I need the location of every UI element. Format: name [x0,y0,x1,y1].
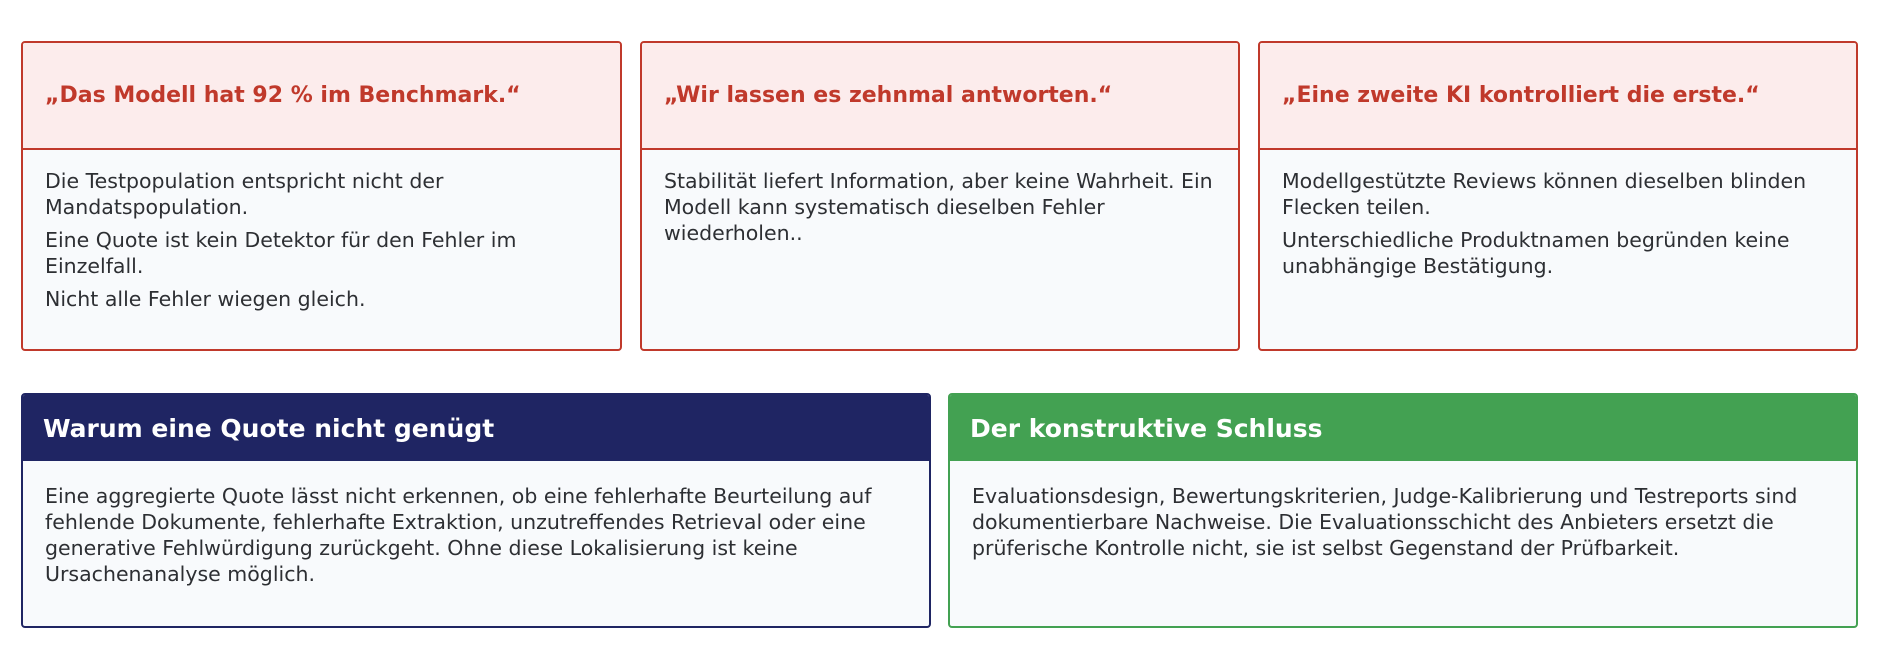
myth-card-benchmark [21,41,622,351]
why-quota-body [23,461,929,587]
myth-point: Eine Quote ist kein Detektor für den Fehler im Einzelfall. [45,228,517,278]
myth-point: Die Testpopulation entspricht nicht der Mandatspopulation. [45,169,444,219]
conclusion-body [950,461,1856,561]
myth-point: Unterschiedliche Produktnamen begründen keine unabhängige Bestätigung. [1282,228,1790,278]
conclusion-title: Der konstruktive Schluss [950,395,1856,461]
myth-card-tenfold [640,41,1240,351]
myth-point: Nicht alle Fehler wiegen gleich. [45,287,366,311]
myth-card-second-ai [1258,41,1858,351]
why-quota-panel [21,393,931,628]
myth-point: Modellgestützte Reviews können dieselben blinden Flecken teilen. [1282,169,1807,219]
myth-card-body [642,150,1238,246]
myth-card-title: „Das Modell hat 92 % im Benchmark.“ [23,43,620,150]
conclusion-text: Evaluationsdesign, Bewertungskriterien, Judge-Kalibrierung und Testreports sind dokumentierbare Nachweise. Die Evaluationsschicht des Anbieters ersetzt die prüferische Kontrolle nicht, sie ist selbst Gegenstand der Prüfbarkeit. [972,484,1798,560]
myth-card-body [1260,150,1856,279]
myth-point: Stabilität liefert Information, aber keine Wahrheit. Ein Modell kann systematisch dieselben Fehler wiederholen.. [664,169,1213,245]
why-quota-title: Warum eine Quote nicht genügt [23,395,929,461]
myth-card-title: „Eine zweite KI kontrolliert die erste.“ [1260,43,1856,150]
myth-card-body [23,150,620,312]
myth-card-title: „Wir lassen es zehnmal antworten.“ [642,43,1238,150]
conclusion-panel [948,393,1858,628]
why-quota-text: Eine aggregierte Quote lässt nicht erkennen, ob eine fehlerhafte Beurteilung auf fehlende Dokumente, fehlerhafte Extraktion, unzutreffendes Retrieval oder eine generative Fehlwürdigung zurückgeht. Ohne diese Lokalisierung ist keine Ursachenanalyse möglich. [45,484,872,586]
